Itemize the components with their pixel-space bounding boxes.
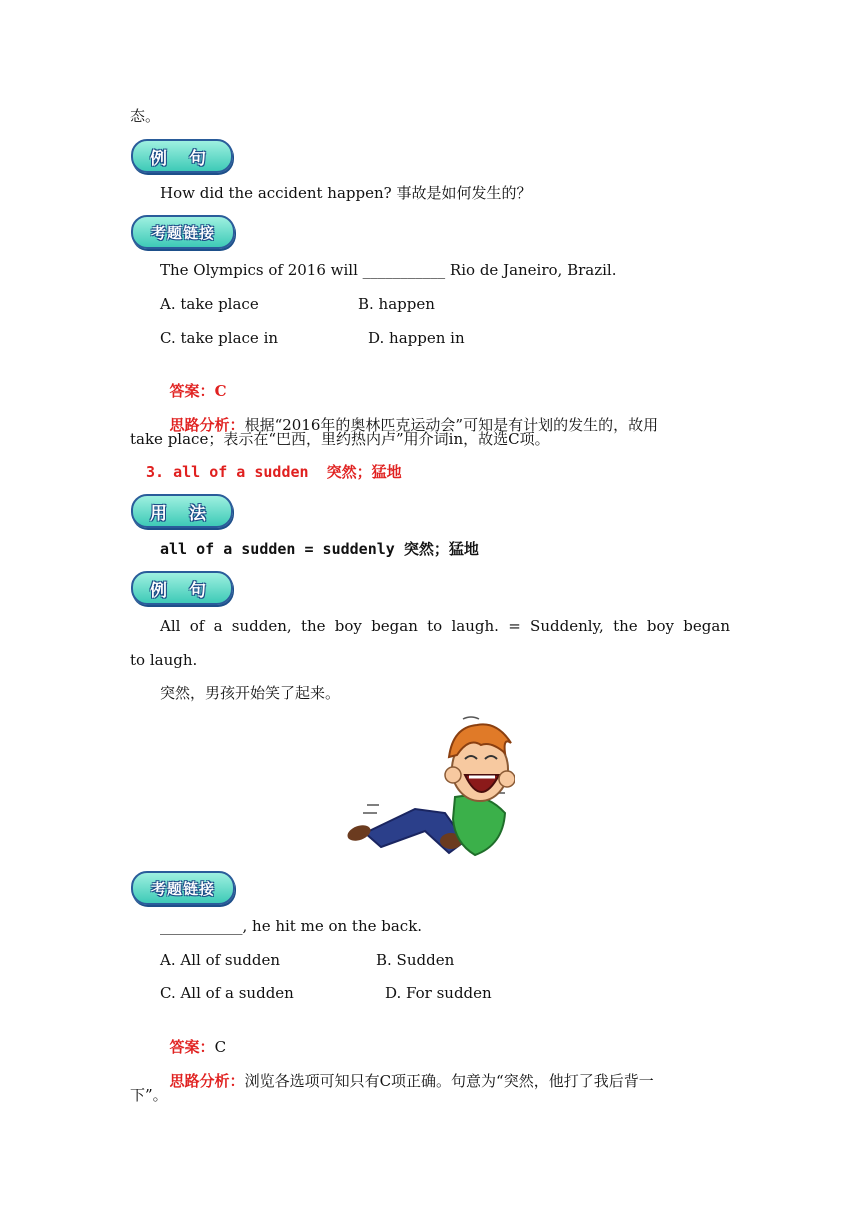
option-b: B. Sudden [376,951,455,969]
analysis-text: 根据“2016年的奥林匹克运动会”可知是有计划的发生的，故用 [244,416,659,434]
example-sentence: How did the accident happen? 事故是如何发生的？ [160,184,532,202]
example-translation: 突然，男孩开始笑了起来。 [160,684,341,702]
example-sentence-line-1: All of a sudden, the boy began to laugh. = Suddenly, the boy began [160,617,730,635]
question-text: The Olympics of 2016 will ___________ Rio de Janeiro, Brazil. [160,261,617,279]
analysis-line-2: 下”。 [130,1086,168,1104]
answer-label: 答案： [169,382,215,400]
option-a: A. take place [160,295,259,313]
example-badge: 例 句 [131,571,233,605]
laughing-boy-illustration [345,713,515,861]
analysis-line-1 [160,1051,654,1091]
usage-badge: 用 法 [131,494,233,528]
example-sentence-line-2: to laugh. [130,651,198,669]
analysis-line-2: take place；表示在“巴西，里约热内卢”用介词in，故选C项。 [130,430,550,448]
text-fragment: 态。 [130,107,161,125]
analysis-label: 思路分析： [169,1072,245,1090]
example-badge: 例 句 [131,139,233,173]
exam-link-badge: 考题链接 [131,215,235,249]
option-d: D. For sudden [385,984,492,1002]
section-heading: 3. all of a sudden 突然；猛地 [146,463,402,481]
option-c: C. All of a sudden [160,984,294,1002]
analysis-text: 浏览各选项可知只有C项正确。句意为“突然，他打了我后背一 [244,1072,654,1090]
option-d: D. happen in [368,329,465,347]
question-text: ___________, he hit me on the back. [160,917,423,935]
option-c: C. take place in [160,329,279,347]
answer-value: C [214,1038,227,1056]
answer-label: 答案： [169,1038,215,1056]
option-a: A. All of sudden [160,951,281,969]
analysis-label: 思路分析： [169,416,245,434]
exam-link-badge: 考题链接 [131,871,235,905]
option-b: B. happen [358,295,435,313]
usage-text: all of a sudden = suddenly 突然；猛地 [160,540,479,558]
answer-value: C [214,382,227,400]
